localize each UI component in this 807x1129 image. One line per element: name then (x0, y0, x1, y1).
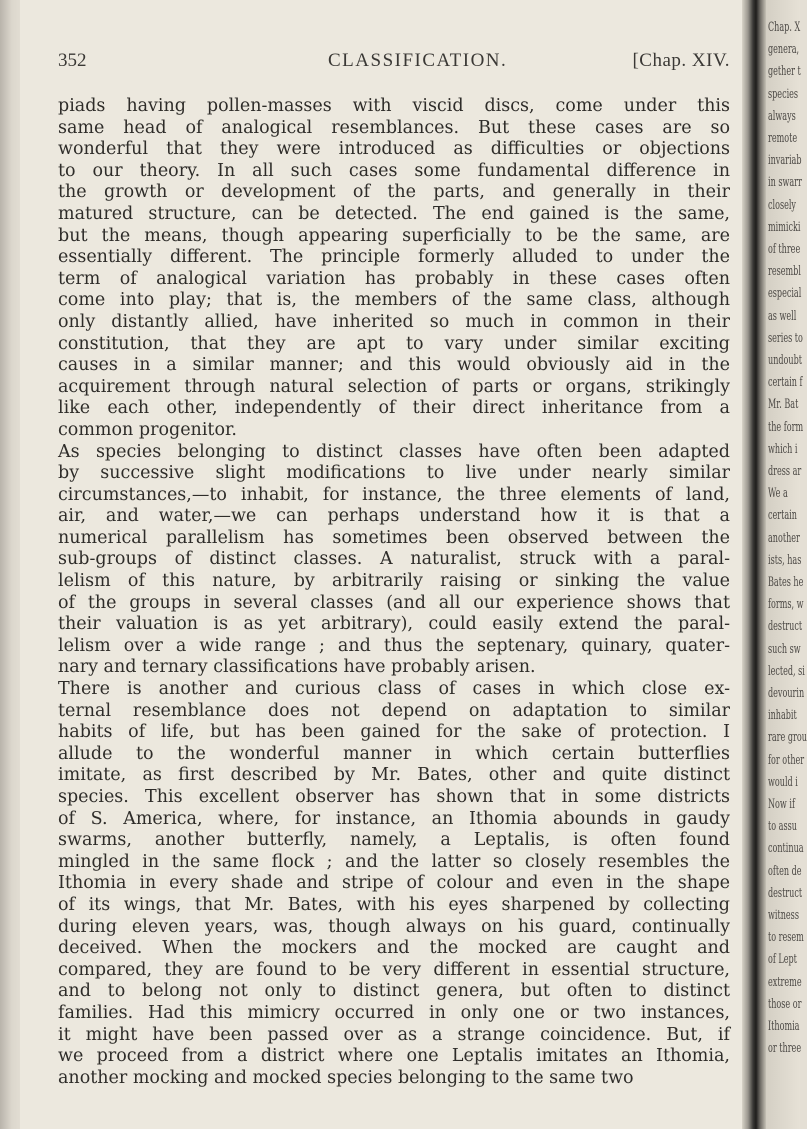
facing-page-fragment: closely (768, 197, 796, 213)
text-line: allude to the wonderful manner in which certain butterflies (58, 743, 730, 764)
facing-page-fragment: inhabit (768, 708, 797, 724)
text-line: by successive slight modifications to live under nearly similar (58, 463, 730, 484)
facing-page-fragment: as well (768, 308, 797, 324)
facing-page-fragment: the form (768, 419, 804, 435)
facing-page-fragment: forms, w (768, 597, 804, 613)
facing-page-fragment: of three (768, 242, 801, 257)
text-line: mingled in the same flock ; and the latter so closely resembles the (58, 851, 730, 872)
text-line: As species belonging to distinct classes have often been adapted (58, 441, 730, 462)
facing-page-fragment: those or (768, 996, 802, 1012)
text-line: common progenitor. (58, 419, 237, 440)
text-line: but the means, though appearing superficially to be the same, are (58, 225, 730, 246)
text-line: deceived. When the mockers and the mocked are caught and (58, 938, 730, 959)
chapter-reference: [Chap. XIV. (632, 50, 730, 71)
text-line: imitate, as first described by Mr. Bates, other and quite distinct (58, 765, 730, 786)
facing-page-fragment: rare grou (768, 730, 807, 746)
facing-page-fragment: series to (768, 330, 803, 346)
text-line: piads having pollen-masses with viscid discs, come under this (58, 96, 730, 116)
text-line: ternal resemblance does not depend on adaptation to similar (58, 700, 730, 721)
facing-page-fragment: Now if (768, 797, 795, 812)
facing-page-fragment: would i (768, 774, 798, 790)
facing-page-fragment: certain f (768, 375, 803, 391)
text-line: term of analogical variation has probably in these cases often (58, 268, 730, 289)
facing-page-fragment: ists, has (768, 552, 802, 568)
text-line: circumstances,—to inhabit, for instance, the three elements of land, (58, 484, 730, 505)
running-title: CLASSIFICATION. (328, 50, 508, 71)
text-line: their valuation is as yet arbitrary), could easily extend the paral- (58, 614, 730, 635)
text-line: it might have been passed over as a strange coincidence. But, if (58, 1024, 730, 1045)
text-line: swarms, another butterfly, namely, a Leptalis, is often found (58, 830, 730, 851)
facing-page-fragment: Chap. X (768, 20, 801, 35)
facing-page-fragment: always (768, 108, 796, 124)
facing-page-fragment: remote (768, 131, 798, 146)
page-header (58, 50, 730, 78)
facing-page-fragment: extreme (768, 974, 802, 990)
facing-page-fragment: undoubt (768, 353, 802, 368)
facing-page-fragment: resembl (768, 264, 801, 280)
facing-page-fragment: destruct (768, 619, 803, 635)
facing-page-fragment: destruct (768, 885, 803, 901)
facing-page-fragment: lected, si (768, 663, 805, 679)
text-line: families. Had this mimicry occurred in only one or two instances, (58, 1002, 730, 1023)
facing-page-fragment: to resem (768, 930, 804, 946)
facing-page-fragment: Ithomia (768, 1019, 800, 1034)
facing-page-fragment: often de (768, 863, 802, 879)
facing-page-fragment: witness (768, 908, 799, 923)
text-line: same head of analogical resemblances. But these cases are so (58, 117, 730, 138)
text-line: species. This excellent observer has shown that in some districts (58, 787, 730, 807)
facing-page-fragment: invariab (768, 153, 802, 169)
text-line: we proceed from a district where one Leptalis imitates an Ithomia, (58, 1046, 730, 1067)
facing-page-fragment: to assu (768, 819, 797, 835)
text-line: causes in a similar manner; and this would obviously aid in the (58, 355, 730, 376)
text-line: during eleven years, was, though always on his guard, continually (58, 916, 730, 937)
facing-page-fragment: Mr. Bat (768, 397, 799, 413)
text-line: and to belong not only to distinct genera, but often to distinct (58, 981, 730, 1002)
text-line: another mocking and mocked species belonging to the same two (58, 1067, 634, 1088)
text-line: sub-groups of distinct classes. A naturalist, struck with a paral- (58, 549, 730, 570)
facing-page-fragment: another (768, 530, 800, 546)
facing-page-fragment: species (768, 86, 799, 102)
text-line: habits of life, but has been gained for the sake of protection. I (58, 722, 730, 743)
text-line: constitution, that they are apt to vary under similar exciting (58, 333, 730, 354)
text-line: matured structure, can be detected. The end gained is the same, (58, 203, 730, 224)
text-line: of its wings, that Mr. Bates, with his eyes sharpened by collecting (58, 894, 730, 915)
text-line: only distantly allied, have inherited so much in common in their (58, 311, 730, 332)
text-line: compared, they are found to be very different in essential structure, (58, 959, 730, 980)
page-number: 352 (58, 50, 87, 71)
facing-page-fragment: of Lept (768, 952, 797, 968)
text-line: of the groups in several classes (and all our experience shows that (58, 592, 730, 613)
facing-page-fragment: mimicki (768, 219, 801, 235)
facing-page-fragment: continua (768, 841, 804, 857)
facing-page-fragment: genera, (768, 42, 800, 58)
facing-page-fragment: in swarr (768, 175, 802, 191)
facing-page-fragment: such sw (768, 641, 801, 657)
facing-page-fragment: which i (768, 441, 798, 457)
text-line: to our theory. In all such cases some fundamental difference in (58, 160, 730, 181)
text-line: lelism over a wide range ; and thus the septenary, quinary, quater- (58, 635, 730, 656)
text-line: Ithomia in every shade and stripe of colour and even in the shape (58, 873, 730, 894)
facing-page-fragment: dress ar (768, 464, 802, 479)
facing-page-fragment: or three (768, 1041, 802, 1057)
text-line: the growth or development of the parts, and generally in their (58, 182, 730, 203)
text-line: come into play; that is, the members of the same class, although (58, 290, 730, 311)
facing-page-fragment: We a (768, 486, 788, 502)
text-line: essentially different. The principle formerly alluded to under the (58, 247, 730, 268)
text-line: nary and ternary classifications have probably arisen. (58, 657, 536, 678)
text-line: air, and water,—we can perhaps understand how it is that a (58, 506, 730, 527)
body-text (58, 96, 730, 1089)
facing-page-edge (766, 0, 807, 1129)
facing-page-fragment: for other (768, 752, 805, 768)
text-line: lelism of this nature, by arbitrarily raising or sinking the value (58, 571, 730, 592)
facing-page-fragment: especial (768, 286, 802, 302)
text-line: acquirement through natural selection of parts or organs, strikingly (58, 376, 730, 397)
text-line: There is another and curious class of cases in which close ex- (58, 679, 730, 700)
text-line: like each other, independently of their direct inheritance from a (58, 398, 730, 419)
book-gutter (742, 0, 766, 1129)
facing-page-fragment: certain (768, 508, 797, 524)
text-line: numerical parallelism has sometimes been observed between the (58, 527, 730, 548)
text-line: of S. America, where, for instance, an Ithomia abounds in gaudy (58, 808, 730, 829)
facing-page-fragment: Bates he (768, 575, 804, 590)
facing-page-fragment: gether t (768, 64, 801, 80)
facing-page-fragment: devourin (768, 686, 805, 701)
text-line: wonderful that they were introduced as difficulties or objections (58, 139, 730, 160)
